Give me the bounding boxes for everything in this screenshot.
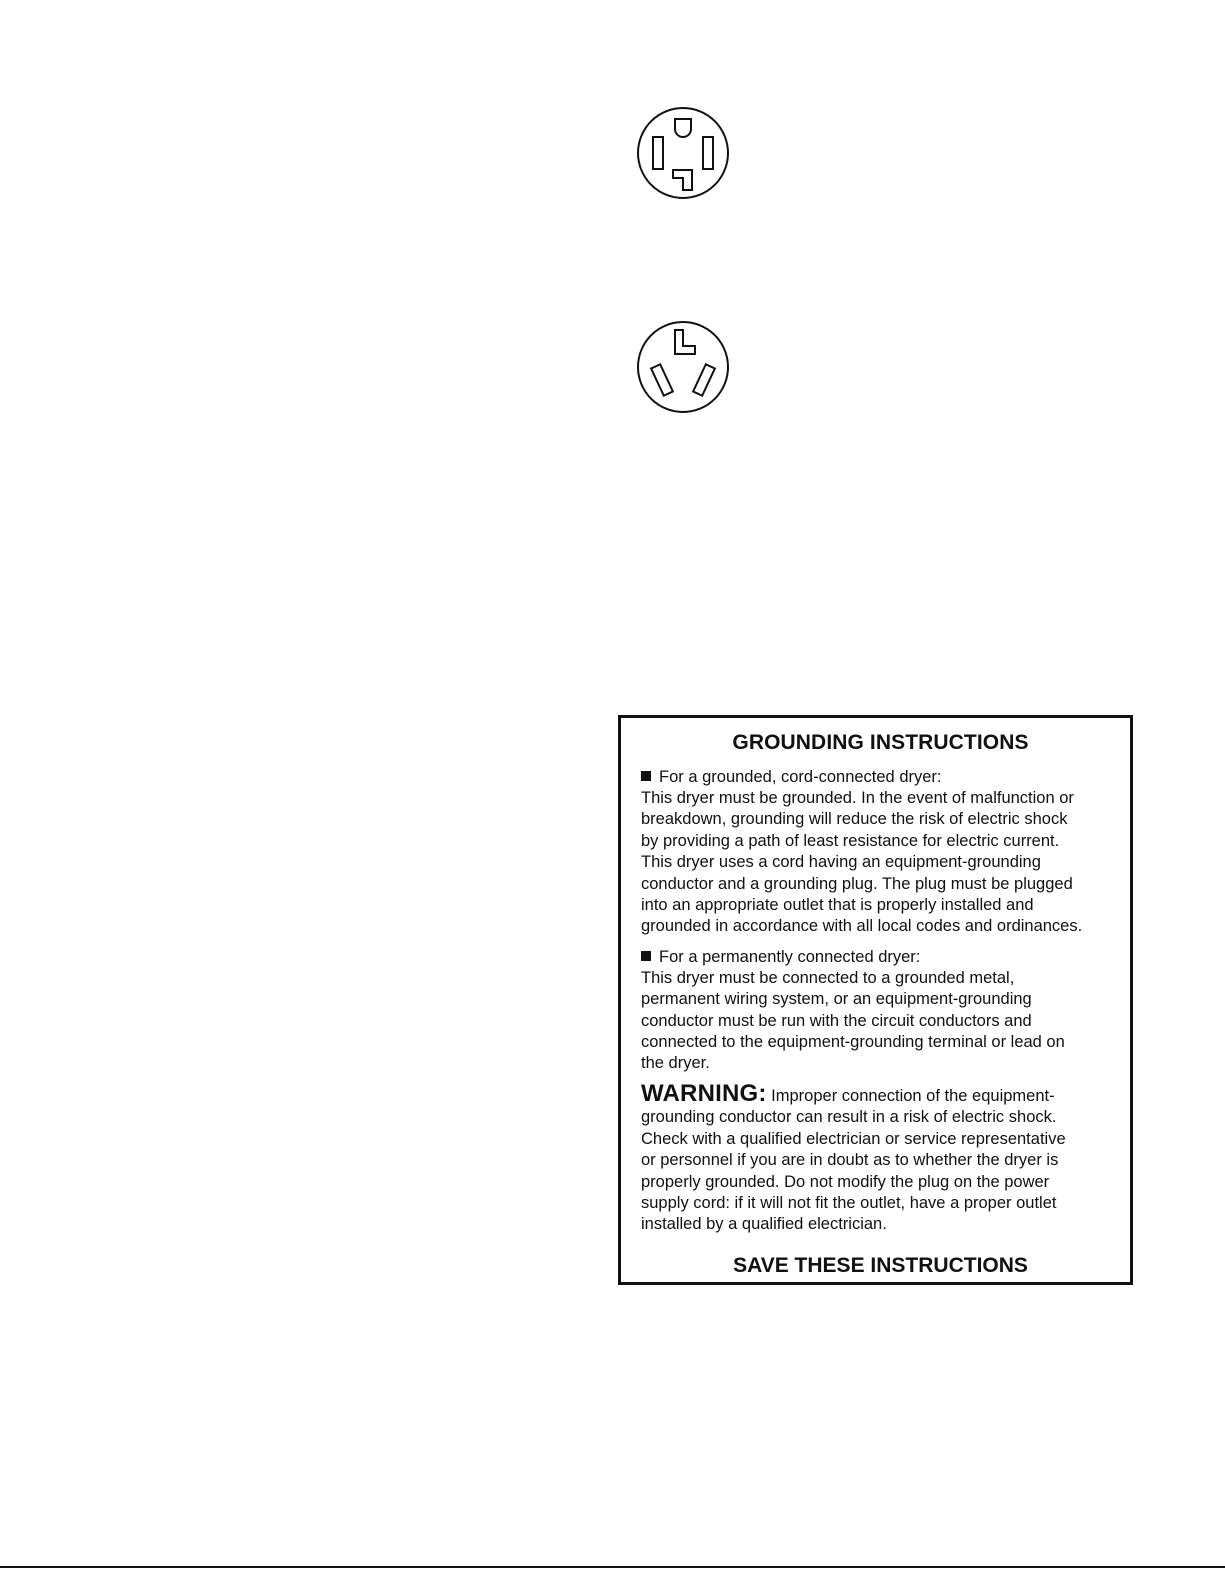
square-bullet-icon: [641, 771, 651, 781]
body-line: This dryer must be connected to a grounded metal,: [641, 968, 1015, 987]
permanently-connected-section: [641, 947, 1120, 1075]
body-line: conductor must be run with the circuit conductors and: [641, 1011, 1032, 1030]
grounding-instructions-box: [618, 715, 1133, 1285]
four-prong-outlet-icon: [636, 106, 730, 200]
cord-connected-section: [641, 767, 1120, 938]
body-line: connected to the equipment-grounding terminal or lead on: [641, 1033, 1065, 1052]
body-line: breakdown, grounding will reduce the risk of electric shock: [641, 810, 1068, 829]
warning-label: WARNING:: [641, 1079, 767, 1107]
body-line: by providing a path of least resistance for electric current.: [641, 831, 1060, 850]
body-line: the dryer.: [641, 1054, 710, 1073]
section-body: [641, 788, 1120, 938]
body-line: This dryer must be grounded. In the event of malfunction or: [641, 789, 1074, 807]
warning-line: properly grounded. Do not modify the plug on the power: [641, 1172, 1050, 1191]
warning-line: or personnel if you are in doubt as to whether the dryer is: [641, 1151, 1059, 1170]
section-body: [641, 968, 1120, 1075]
body-line: grounded in accordance with all local codes and ordinances.: [641, 917, 1083, 936]
save-instructions-title: SAVE THESE INSTRUCTIONS: [733, 1253, 1028, 1277]
square-bullet-icon: [641, 951, 651, 961]
warning-line: installed by a qualified electrician.: [641, 1215, 887, 1234]
section-heading: For a permanently connected dryer:: [659, 947, 921, 966]
body-line: conductor and a grounding plug. The plug must be plugged: [641, 874, 1073, 893]
body-line: into an appropriate outlet that is properly installed and: [641, 896, 1034, 915]
body-line: permanent wiring system, or an equipment-grounding: [641, 990, 1032, 1009]
warning-line: Check with a qualified electrician or service representative: [641, 1129, 1066, 1148]
warning-section: [641, 1079, 1120, 1236]
section-heading: For a grounded, cord-connected dryer:: [659, 768, 942, 786]
page-bottom-rule: [0, 1566, 1225, 1568]
warning-line: grounding conductor can result in a risk of electric shock.: [641, 1108, 1057, 1127]
warning-first-line: Improper connection of the equipment-: [766, 1086, 1055, 1105]
three-prong-outlet-icon: [636, 320, 730, 414]
body-line: This dryer uses a cord having an equipment-grounding: [641, 853, 1041, 872]
grounding-title: GROUNDING INSTRUCTIONS: [732, 731, 1029, 754]
warning-line: supply cord: if it will not fit the outlet, have a proper outlet: [641, 1193, 1057, 1212]
